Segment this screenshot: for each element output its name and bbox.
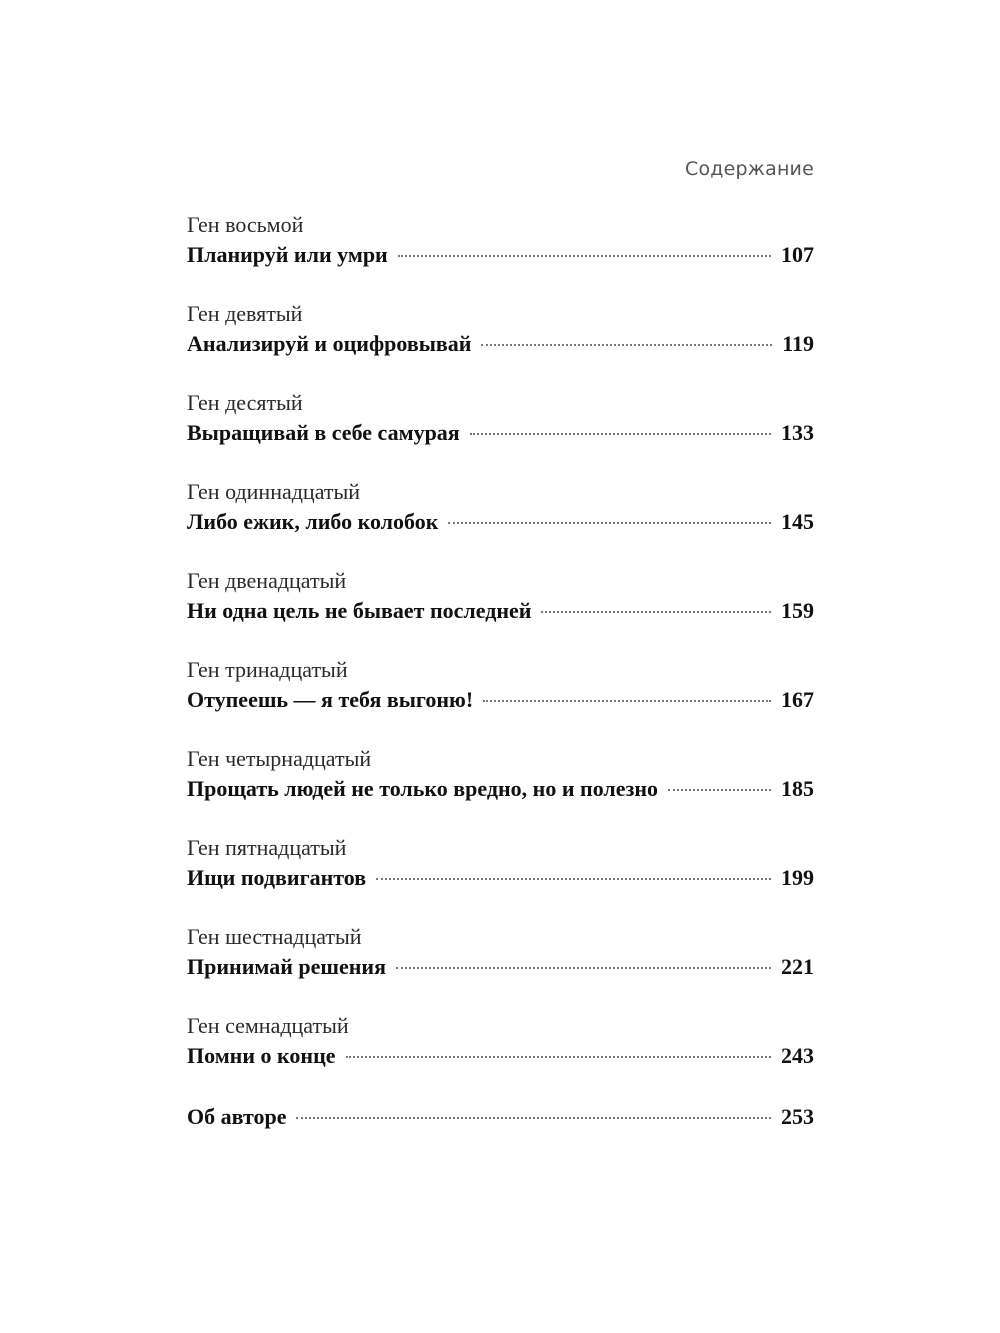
page-number[interactable]: 199 bbox=[781, 865, 814, 890]
chapter-title[interactable]: Анализируй и оцифровывай bbox=[187, 331, 472, 356]
toc-entry bbox=[187, 477, 814, 537]
chapter-line[interactable] bbox=[187, 863, 814, 893]
dot-leader bbox=[470, 433, 771, 435]
chapter-line[interactable] bbox=[187, 774, 814, 804]
chapter-title[interactable]: Принимай решения bbox=[187, 954, 386, 979]
gene-label: Ген четырнадцатый bbox=[187, 746, 372, 771]
gene-label: Ген шестнадцатый bbox=[187, 924, 362, 949]
chapter-line[interactable] bbox=[187, 952, 814, 982]
gene-label: Ген девятый bbox=[187, 301, 303, 326]
chapter-title[interactable]: Выращивай в себе самурая bbox=[187, 420, 460, 445]
page-number[interactable]: 107 bbox=[781, 242, 814, 267]
gene-label: Ген восьмой bbox=[187, 212, 304, 237]
dot-leader bbox=[376, 878, 771, 880]
dot-leader bbox=[483, 700, 771, 702]
toc-entry bbox=[187, 1011, 814, 1071]
page-number[interactable]: 167 bbox=[781, 687, 814, 712]
page-number[interactable]: 159 bbox=[781, 598, 814, 623]
page-number[interactable]: 253 bbox=[781, 1104, 814, 1129]
page-number[interactable]: 243 bbox=[781, 1043, 814, 1068]
gene-label: Ген семнадцатый bbox=[187, 1013, 349, 1038]
page-number[interactable]: 221 bbox=[781, 954, 814, 979]
running-header: Содержание bbox=[685, 158, 814, 180]
chapter-title[interactable]: Прощать людей не только вредно, но и полезно bbox=[187, 776, 659, 801]
toc-entry bbox=[187, 744, 814, 804]
gene-label: Ген тринадцатый bbox=[187, 657, 348, 682]
chapter-line[interactable] bbox=[187, 1041, 814, 1071]
chapter-line[interactable] bbox=[187, 329, 814, 359]
dot-leader bbox=[398, 255, 771, 257]
toc-entry bbox=[187, 299, 814, 359]
toc-entry bbox=[187, 388, 814, 448]
chapter-title[interactable]: Об авторе bbox=[187, 1104, 287, 1129]
gene-label: Ген двенадцатый bbox=[187, 568, 347, 593]
chapter-line[interactable] bbox=[187, 418, 814, 448]
toc-entry bbox=[187, 566, 814, 626]
chapter-line[interactable] bbox=[187, 507, 814, 537]
chapter-title[interactable]: Ищи подвигантов bbox=[187, 865, 367, 890]
dot-leader bbox=[481, 344, 772, 346]
dot-leader bbox=[396, 967, 771, 969]
gene-label: Ген одиннадцатый bbox=[187, 479, 361, 504]
gene-label: Ген пятнадцатый bbox=[187, 835, 347, 860]
toc-entry bbox=[187, 210, 814, 270]
chapter-title[interactable]: Планируй или умри bbox=[187, 242, 388, 267]
page-number[interactable]: 145 bbox=[781, 509, 814, 534]
toc-entry bbox=[187, 833, 814, 893]
gene-label: Ген десятый bbox=[187, 390, 303, 415]
page-number[interactable]: 133 bbox=[781, 420, 814, 445]
dot-leader bbox=[296, 1117, 771, 1119]
chapter-title[interactable]: Либо ежик, либо колобок bbox=[187, 509, 439, 534]
chapter-title[interactable]: Помни о конце bbox=[187, 1043, 336, 1068]
chapter-title[interactable]: Ни одна цель не бывает последней bbox=[187, 598, 532, 623]
dot-leader bbox=[346, 1056, 771, 1058]
toc-entry bbox=[187, 922, 814, 982]
page-number[interactable]: 185 bbox=[781, 776, 814, 801]
chapter-line[interactable] bbox=[187, 596, 814, 626]
page-number[interactable]: 119 bbox=[782, 331, 814, 356]
table-of-contents bbox=[187, 210, 814, 1132]
chapter-line[interactable] bbox=[187, 1102, 814, 1132]
chapter-line[interactable] bbox=[187, 685, 814, 715]
toc-entry bbox=[187, 655, 814, 715]
chapter-line[interactable] bbox=[187, 240, 814, 270]
dot-leader bbox=[668, 789, 771, 791]
dot-leader bbox=[448, 522, 771, 524]
chapter-title[interactable]: Отупеешь — я тебя выгоню! bbox=[187, 687, 474, 712]
dot-leader bbox=[541, 611, 771, 613]
toc-entry-about-author bbox=[187, 1102, 814, 1132]
